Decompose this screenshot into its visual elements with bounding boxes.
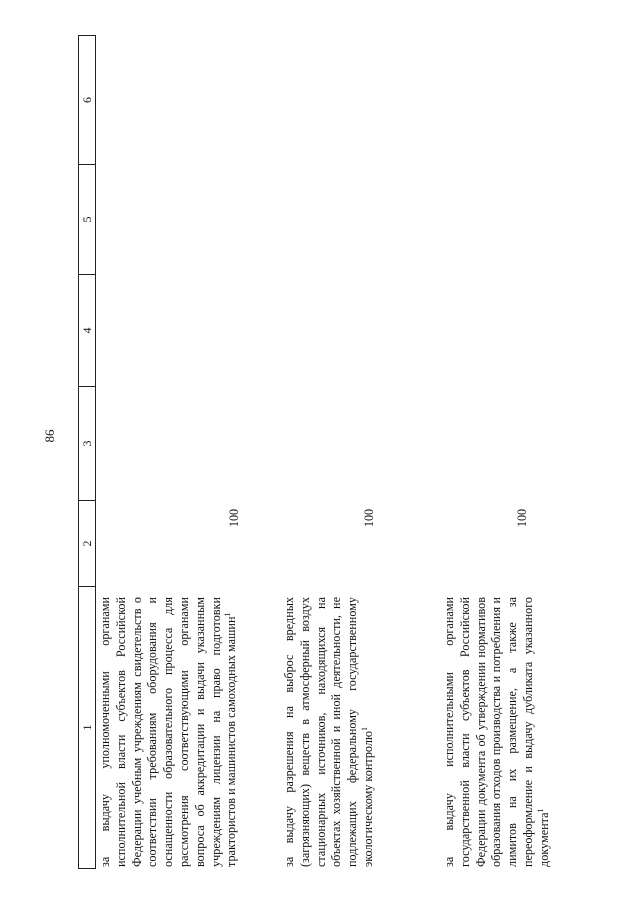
- table-row-3-amount: 100: [515, 508, 529, 528]
- row-3-footnote: 1: [535, 808, 545, 813]
- row-2-footnote: 1: [359, 726, 369, 731]
- fee-table: [78, 35, 574, 869]
- row-2-text: за выдачу разрешения на выброс вредных (загрязняющих) веществ в атмосферный воздух стационарных источников, находящихся на объектах хозяйственной и иной деятельности, не подлежащих федеральному государственному экологическому контролю: [282, 597, 375, 867]
- row-1-footnote: 1: [223, 612, 233, 617]
- row-3-text: за выдачу исполнительными органами государственной власти субъектов Российской Федерации документа об утверждении нормативов образования отходов производства и потребления и лимитов на их размещение, а также за переоформление и выдачу дубликата указанного документа: [442, 597, 551, 867]
- column-header-1: 1: [79, 587, 95, 869]
- table-row-2-amount: 100: [362, 508, 376, 528]
- page-number: 86: [42, 429, 57, 443]
- column-header-2: 2: [79, 501, 95, 587]
- table-row-2-description: [282, 597, 377, 867]
- row-1-text: за выдачу уполномоченными органами исполнительной власти субъектов Российской Федерации учебным учреждениям свидетельств о соответствии требованиям оборудования и оснащенности образовательного процесса для рассмотрения соответствующими органами вопроса об аккредитации и выдачи указанным учреждениям лицензии на право подготовки трактористов и машинистов самоходных машин: [98, 597, 239, 867]
- column-header-4: 4: [79, 275, 95, 387]
- table-row-1-description: [98, 597, 240, 867]
- column-header-5: 5: [79, 165, 95, 275]
- column-header-6: 6: [79, 35, 95, 165]
- table-row-1-amount: 100: [227, 508, 241, 528]
- column-header-3: 3: [79, 387, 95, 501]
- table-header-row: [78, 35, 96, 869]
- table-row-3-description: [442, 597, 553, 867]
